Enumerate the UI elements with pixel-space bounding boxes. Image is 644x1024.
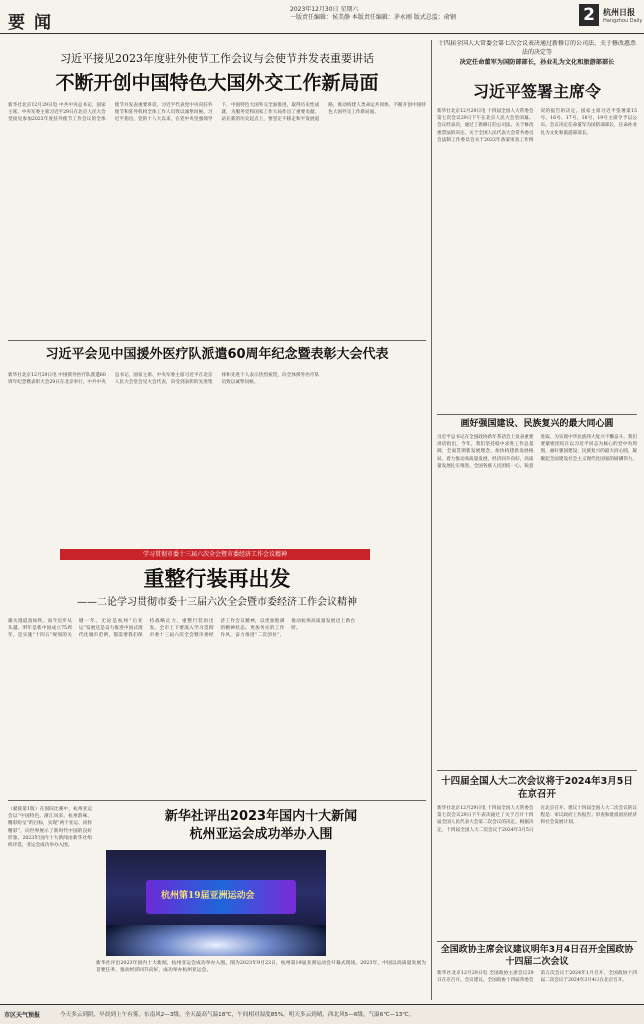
page-masthead: [0, 0, 644, 34]
story1-headline: 不断开创中国特色大国外交工作新局面: [55, 72, 379, 94]
story8-headline: 十四届全国人大二次会议将于2024年3月5日在京召开: [441, 776, 633, 800]
story3-headline: 重整行装再出发: [143, 567, 291, 591]
column-divider: [431, 40, 432, 1000]
story5-caption: 新华社评出2023年国内十大新闻，杭州亚运会成功举办入围。图为2023年9月23日，杭州第19届亚洲运动会开幕式现场。2023年，中国以高质量发展为首要任务，推动经济回升向好，成功举办杭州亚运会。: [96, 961, 426, 974]
weather-footer: [0, 1004, 644, 1024]
story4-body: （紧接第1版）在国际比赛中，杭州亚运会以“中国特色、浙江风采、杭州韵味、精彩纷呈”的目标，实现“两个亚运、同样精彩”，向世界展示了新时代中国的良好形象。2023年国内十大新闻由新华社组织评选，亚运会成功举办入围。: [8, 807, 92, 849]
divider: [8, 340, 426, 341]
weather-forecast: 今天多云到阴，早晨到上午有雾，东南风2—3级，全天最高气温18℃，午间相对湿度85%，明天多云到晴，西北风5—6级，气温6℃—13℃。: [60, 1012, 415, 1018]
divider: [437, 414, 637, 415]
divider: [437, 770, 637, 771]
stage-glow: [106, 925, 326, 956]
divider: [437, 941, 637, 942]
story2-headline: 习近平会见中国援外医疗队派遣60周年纪念暨表彰大会代表: [45, 347, 389, 362]
issue-date: 2023年12月30日 星期六: [290, 6, 359, 13]
story8-body: 新华社北京12月29日电 十四届全国人大常委会第七次会议29日下午表决通过了关于召开十四届全国人民代表大会第二次会议的决定。根据决定，十四届全国人大二次会议于2024年3月5日在北京召开。建议十四届全国人大二次会议的议程是：审议政府工作报告；审查和批准国民经济和社会发展计划。: [437, 806, 637, 833]
story3-subhead: ——二论学习贯彻市委十三届六次全会暨市委经济工作会议精神: [77, 597, 357, 608]
story6-kicker2: 决定任命董军为国防部部长，孙业礼为文化和旅游部部长: [459, 59, 615, 66]
divider: [8, 800, 426, 801]
asian-games-photo: [106, 850, 326, 956]
story9-body: 新华社北京12月29日电 全国政协主席会议29日在京召开。会议建议，全国政协十四届常委会第五次会议于2024年1月召开，全国政协十四届二次会议于2024年3月4日在北京召开。: [437, 971, 637, 984]
theme-banner: 学习贯彻市委十三届六次全会暨市委经济工作会议精神: [60, 549, 370, 560]
story5-subhead: 杭州亚运会成功举办入围: [189, 827, 333, 842]
weather-label: 市区天气预报: [4, 1012, 41, 1019]
story1-body: 新华社北京12月29日电 中共中央总书记、国家主席、中央军委主席习近平29日在北京人民大会堂接见参加2023年度驻外使节工作会议的全体使节并发表重要讲话。习近平代表党中央向驻外使节和驻外机构全体工作人员致以诚挚问候。习近平指出，党的十八大以来，在党中央坚强领导下，中国特色大国外交全面推进，取得历史性成就，为服务党和国家工作大局作出了重要贡献。站在新的历史起点上，要坚定不移走和平发展道路，推动构建人类命运共同体，不断开创中国特色大国外交工作新局面。: [8, 103, 426, 123]
paper-logo: 杭州日报: [603, 7, 635, 17]
story7-body: 习近平总书记在全国政协新年茶话会上发表重要讲话指出，今年，我们坚持稳中求进工作总基调，全面贯彻新发展理念，加快构建新发展格局，着力推动高质量发展，经济回升向好，高质量发展扎实推进。全国各族人民团结一心、锐意进取，为实现中华民族伟大复兴不懈奋斗。我们要紧密团结在以习近平同志为核心的党中央周围，画好强国建设、民族复兴的最大同心圆，凝聚起全面建设社会主义现代化国家的磅礴伟力。: [437, 435, 637, 469]
story2-body: 新华社北京12月29日电 中国援外医疗队派遣60周年纪念暨表彰大会29日在北京举行。中共中央总书记、国家主席、中央军委主席习近平在北京人民大会堂会见大会代表，向受到表彰的先进集体和先进个人表示热烈祝贺，向全体援外医疗队员致以诚挚问候。: [8, 373, 320, 386]
story3-body: 雄关漫道真如铁，而今迈步从头越。明年是新中国成立75周年，是实施“十四五”规划的关键一年。无论是杭州“后亚运”发展还是奋力推进中国式现代化城市范例，都需要我们保持战略定力，重整行装再出发。全市上下要深入学习贯彻市委十三届六次全会暨市委经济工作会议精神，以更加饱满的精神状态、更加务实的工作作风，奋力推进“二次创业”，推动杭州高质量发展迈上新台阶。: [8, 619, 356, 639]
story6-kicker: 十四届全国人大常委会第七次会议表决通过新修订的公司法、关于修改惠票法的决定等: [437, 40, 636, 56]
editors-line: 一版责任编辑：侯美静 本版责任编辑：茅永刚 版式总监：俞钢: [290, 14, 456, 21]
story7-headline: 画好强国建设、民族复兴的最大同心圆: [460, 419, 614, 429]
story5-headline: 新华社评出2023年国内十大新闻: [164, 809, 358, 824]
story9-headline: 全国政协主席会议建议明年3月4日召开全国政协十四届二次会议: [440, 945, 634, 967]
paper-logo-en: Hangzhou Daily: [603, 18, 643, 24]
story6-headline: 习近平签署主席令: [472, 82, 601, 101]
story6-body: 新华社北京12月29日电 十四届全国人大常委会第七次会议29日下午在北京人民大会堂闭幕。会议经表决，通过了新修订的公司法、关于修改惠票法的决定、关于全国人民代表大会常务委员会法制工作委员会关于2023年备案审查工作情况的报告的决定。国家主席习近平签署第15号、16号、17号、18号、19号主席令予以公布。会议决定任命董军为国防部部长，任命孙业礼为文化和旅游部部长。: [437, 109, 637, 143]
page-number: 2: [579, 4, 599, 26]
story1-kicker: 习近平接见2023年度驻外使节工作会议与会使节并发表重要讲话: [60, 52, 374, 65]
screen-text: 杭州第19届亚洲运动会: [161, 891, 255, 901]
section-title: 要闻: [8, 13, 60, 33]
masthead-meta: [290, 6, 456, 22]
